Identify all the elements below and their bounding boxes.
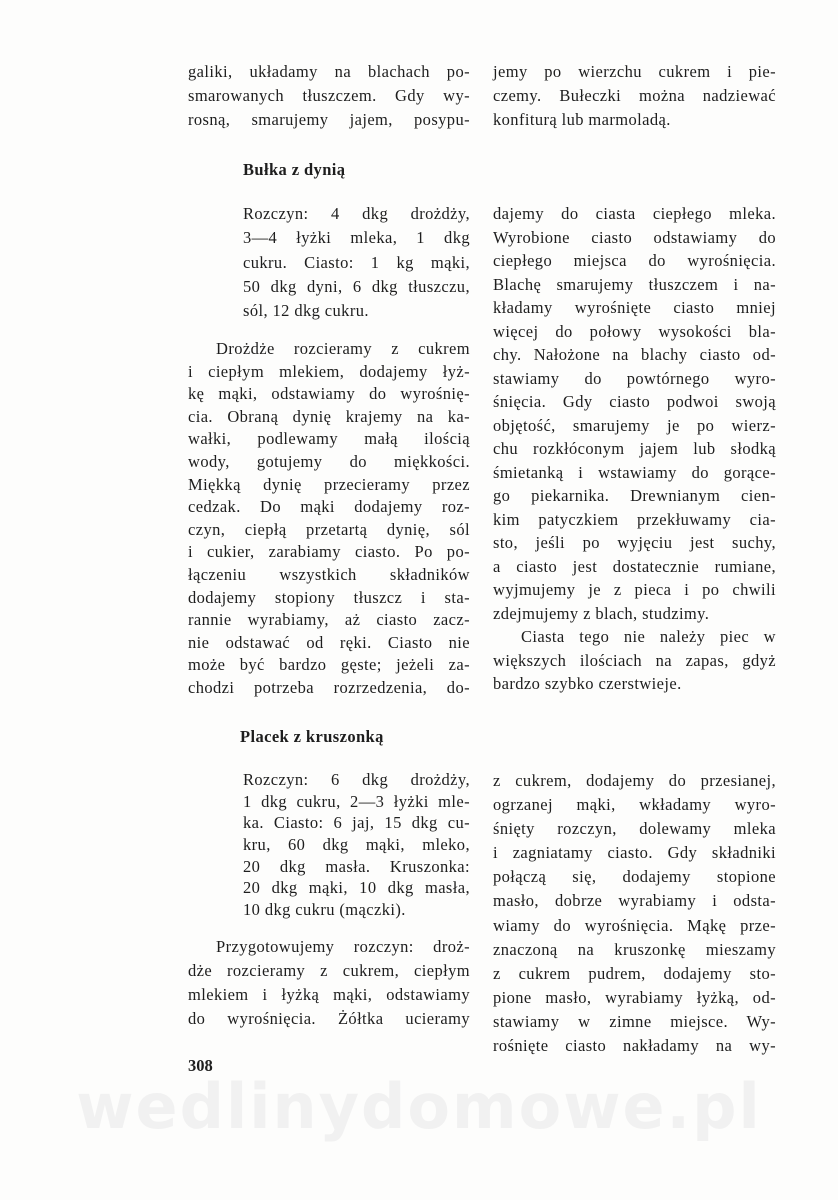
text-line: śnięty rozczyn, dolewamy mleka — [493, 819, 776, 839]
text-continuation-right — [493, 60, 776, 132]
text-line: ciepłego miejsca do wyrośnięcia. — [493, 251, 776, 270]
text-line: większych ilościach na zapas, gdyż — [493, 650, 776, 670]
recipe-title-placek-z-kruszonka: Placek z kruszonką — [240, 727, 384, 746]
text-line: Drożdże rozcieramy z cukrem — [216, 339, 470, 358]
text-line: śmietanką i wstawiamy do gorące- — [493, 462, 776, 482]
text-line: kładamy wyrośnięte ciasto mniej — [493, 298, 776, 317]
text-line: wody, gotujemy do miękkości. — [188, 451, 470, 471]
text-line: rośnięte ciasto nakładamy na wy- — [493, 1036, 776, 1056]
text-line: cukru. Ciasto: 1 kg mąki, — [243, 252, 470, 272]
text-line: rannie wyrabiamy, aż ciasto zacz- — [188, 610, 470, 630]
text-line: Miękką dynię przecieramy przez — [188, 474, 470, 494]
text-line: i zagniatamy ciasto. Gdy składniki — [493, 843, 776, 863]
instructions-placek-right — [493, 769, 776, 1058]
text-line: chodzi potrzeba rozrzedzenia, do- — [188, 677, 470, 697]
text-line: mlekiem i łyżką mąki, odstawiamy — [188, 985, 470, 1004]
text-line: dajemy do ciasta ciepłego mleka. — [493, 204, 776, 223]
text-line: z cukrem pudrem, dodajemy sto- — [493, 963, 776, 983]
text-line: Przygotowujemy rozczyn: droż- — [216, 937, 470, 956]
text-line: śnięcia. Gdy ciasto podwoi swoją — [493, 392, 776, 411]
text-line: Rozczyn: 4 dkg drożdży, — [243, 204, 470, 223]
text-line: zdejmujemy z blach, studzimy. — [493, 603, 710, 623]
text-continuation-left — [188, 60, 470, 132]
text-line: ka. Ciasto: 6 jaj, 15 dkg cu- — [243, 813, 470, 833]
text-line: chu rozkłóconym jajem lub słodką — [493, 439, 776, 458]
text-line: bardzo szybko czerstwieje. — [493, 674, 682, 693]
text-line: rosną, smarujemy jajem, posypu- — [188, 110, 470, 129]
text-line: chy. Nałożone na blachy ciasto od- — [493, 345, 776, 364]
text-line: dże rozcieramy z cukrem, ciepłym — [188, 961, 470, 980]
text-line: ogrzanej mąki, wkładamy wyro- — [493, 795, 776, 815]
text-line: czemy. Bułeczki można nadziewać — [493, 86, 776, 105]
text-line: stawiamy w zimne miejsce. Wy- — [493, 1011, 776, 1031]
page-number: 308 — [188, 1056, 213, 1075]
text-line: 10 dkg cukru (mączki). — [243, 900, 406, 920]
text-line: więcej do połowy wysokości bla- — [493, 321, 776, 341]
text-line: sto, jeśli po wyjęciu jest suchy, — [493, 533, 776, 552]
text-line: smarowanych tłuszczem. Gdy wy- — [188, 86, 470, 105]
text-line: wyjmujemy je z pieca i po chwili — [493, 580, 776, 599]
text-line: i ciepłym mlekiem, dodajemy łyż- — [188, 361, 470, 381]
text-line: galiki, układamy na blachach po- — [188, 62, 470, 81]
text-line: sól, 12 dkg cukru. — [243, 301, 369, 321]
text-line: znaczoną na kruszonkę mieszamy — [493, 939, 776, 959]
instructions-placek-left — [188, 935, 470, 1031]
text-line: do wyrośnięcia. Żółtka ucieramy — [188, 1009, 470, 1028]
text-line: wałki, podlewamy małą ilością — [188, 429, 470, 449]
watermark: wedlinydomowe.pl — [76, 1070, 762, 1143]
text-line: cia. Obraną dynię krajemy na ka- — [188, 406, 470, 426]
text-line: 3—4 łyżki mleka, 1 dkg — [243, 228, 470, 248]
text-line: stawiamy do powtórnego wyro- — [493, 368, 776, 388]
text-line: go piekarnika. Drewnianym cien- — [493, 486, 776, 505]
text-line: jemy po wierzchu cukrem i pie- — [493, 62, 776, 81]
text-line: dodajemy stopiony tłuszcz i sta- — [188, 587, 470, 607]
instructions-bulka-right — [493, 202, 776, 696]
text-line: 50 dkg dyni, 6 dkg tłuszczu, — [243, 276, 470, 296]
text-line: pione masło, wyrabiamy łyżką, od- — [493, 987, 776, 1007]
text-line: wiamy do wyrośnięcia. Mąkę prze- — [493, 915, 776, 935]
text-line: kru, 60 dkg mąki, mleko, — [243, 835, 470, 855]
text-line: czyn, ciepłą przetartą dynię, sól — [188, 519, 470, 539]
ingredients-placek-z-kruszonka — [243, 769, 470, 921]
text-line: 20 dkg masła. Kruszonka: — [243, 856, 470, 876]
ingredients-bulka-z-dynia — [243, 202, 470, 323]
text-line: Blachę smarujemy tłuszczem i na- — [493, 274, 776, 294]
text-line: kim patyczkiem przekłuwamy cia- — [493, 509, 776, 529]
text-line: z cukrem, dodajemy do przesianej, — [493, 771, 776, 790]
text-line: 1 dkg cukru, 2—3 łyżki mle- — [243, 791, 470, 811]
text-line: może być bardzo gęste; jeżeli za- — [188, 655, 470, 675]
text-line: kę mąki, odstawiamy do wyrośnię- — [188, 384, 470, 404]
text-line: 20 dkg mąki, 10 dkg masła, — [243, 878, 470, 898]
text-line: Rozczyn: 6 dkg drożdży, — [243, 770, 470, 789]
text-line: nie odstawać od ręki. Ciasto nie — [188, 632, 470, 652]
text-line: Wyrobione ciasto odstawiamy do — [493, 227, 776, 247]
text-line: i cukier, zarabiamy ciasto. Po po- — [188, 542, 470, 562]
recipe-title-bulka-z-dynia: Bułka z dynią — [243, 160, 346, 179]
text-line: objętość, smarujemy je po wierz- — [493, 415, 776, 435]
text-line: łączeniu wszystkich składników — [188, 564, 470, 584]
text-line: cedzak. Do mąki dodajemy roz- — [188, 497, 470, 517]
text-line: konfiturą lub marmoladą. — [493, 110, 671, 129]
text-line: połączą się, dodajemy stopione — [493, 867, 776, 887]
text-line: Ciasta tego nie należy piec w — [521, 627, 776, 646]
instructions-bulka-left — [188, 338, 470, 700]
text-line: a ciasto jest dostatecznie rumiane, — [493, 556, 776, 576]
text-line: masło, dobrze wyrabiamy i odsta- — [493, 891, 776, 911]
